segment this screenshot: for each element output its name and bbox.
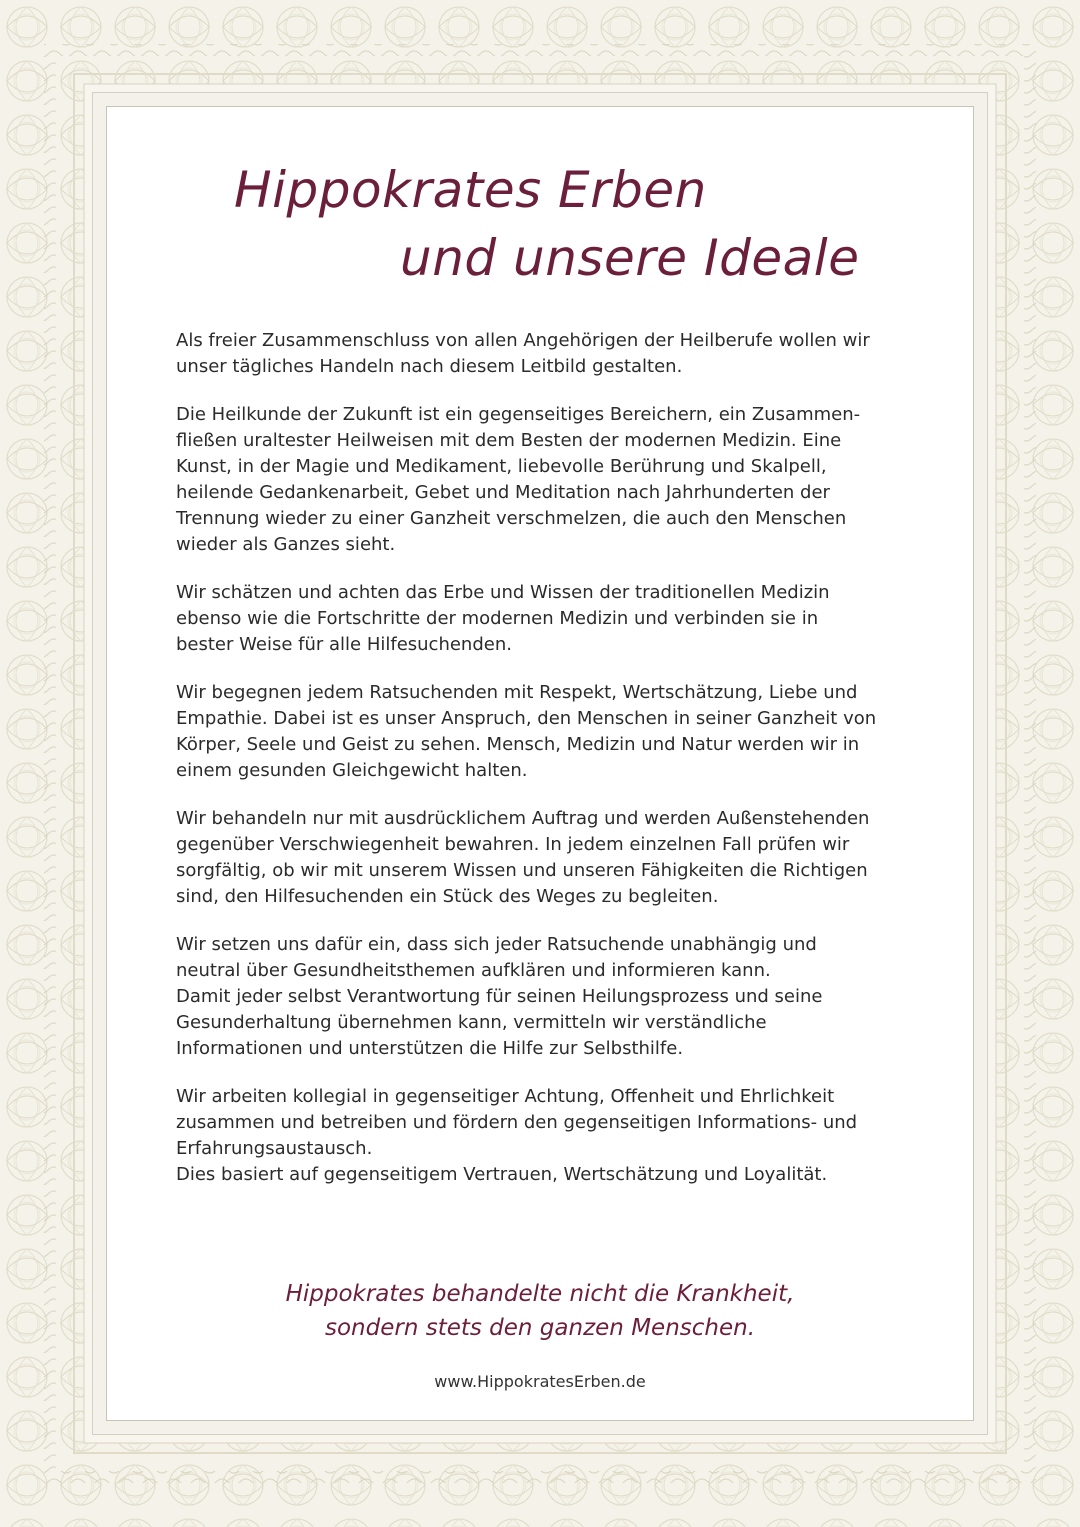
title-line-1: Hippokrates Erben: [234, 161, 707, 219]
quote-line-1: Hippokrates behandelte nicht die Krankheit,: [285, 1281, 795, 1307]
website-link[interactable]: www.HippokratesErben.de: [434, 1372, 646, 1391]
paragraph: Wir schätzen und achten das Erbe und Wissen der traditionellen Medizin ebenso wie die Fortschritte der modernen Medizin und verbinden sie in bester Weise für alle Hilfesuchenden.: [176, 582, 830, 655]
paragraph: Als freier Zusammenschluss von allen Angehörigen der Heilberufe wollen wir unser tägliches Handeln nach diesem Leitbild gestalten.: [176, 330, 870, 377]
paragraph: Die Heilkunde der Zukunft ist ein gegenseitiges Bereichern, ein Zusammen- fließen uraltester Heilweisen mit dem Besten der modernen Medizin. Eine Kunst, in der Magie und Medikament, liebevolle Berührung und Skalpell, heilende Gedankenarbeit, Gebet und Meditation nach Jahrhunderten der Trennung wieder zu einer Ganzheit verschmelzen, die auch den Menschen wieder als Ganzes sieht.: [176, 404, 861, 555]
paragraph: Wir begegnen jedem Ratsuchenden mit Respekt, Wertschätzung, Liebe und Empathie. Dabei ist es unser Anspruch, den Menschen in seiner Ganzheit von Körper, Seele und Geist zu sehen. Mensch, Medizin und Natur werden wir in einem gesunden Gleichgewicht halten.: [176, 682, 877, 781]
quote-line-2: sondern stets den ganzen Menschen.: [324, 1315, 756, 1341]
title-line-2: und unsere Ideale: [400, 229, 860, 287]
paragraph: Wir behandeln nur mit ausdrücklichem Auftrag und werden Außenstehenden gegenüber Verschwiegenheit bewahren. In jedem einzelnen Fall prüfen wir sorgfältig, ob wir mit unserem Wissen und unseren Fähigkeiten die Richtigen sind, den Hilfesuchenden ein Stück des Weges zu begleiten.: [176, 808, 870, 907]
paragraph: Wir setzen uns dafür ein, dass sich jeder Ratsuchende unabhängig und neutral über Gesundheitsthemen aufklären und informieren kann. Damit jeder selbst Verantwortung für seinen Heilungsprozess und seine Gesunderhaltung übernehmen kann, vermitteln wir verständliche Informationen und unterstützen die Hilfe zur Selbsthilfe.: [176, 934, 823, 1059]
body-text: [176, 328, 936, 1210]
paragraph: Wir arbeiten kollegial in gegenseitiger Achtung, Offenheit und Ehrlichkeit zusammen und betreiben und fördern den gegenseitigen Informations- und Erfahrungsaustausch. Dies basiert auf gegenseitigem Vertrauen, Wertschätzung und Loyalität.: [176, 1086, 858, 1185]
